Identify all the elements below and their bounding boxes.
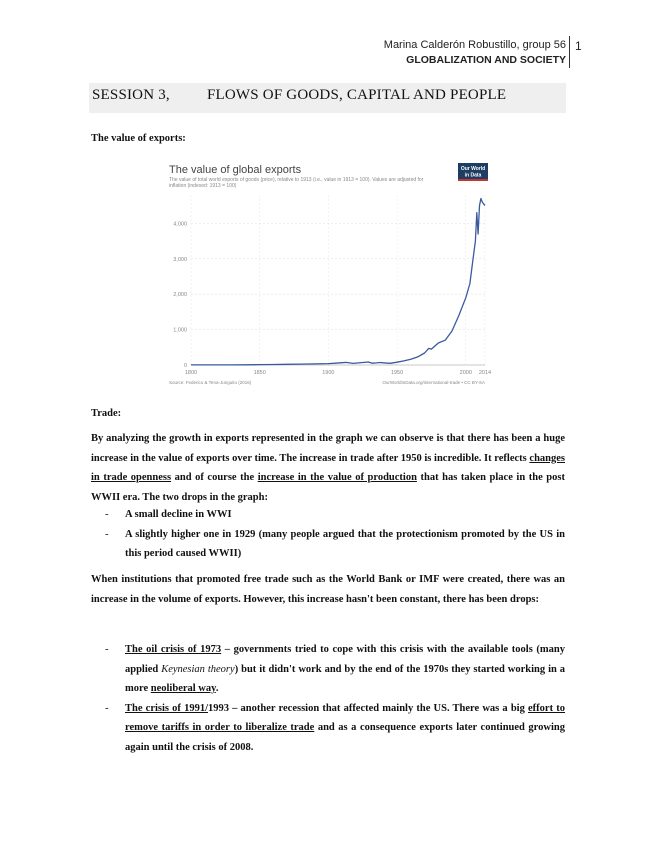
p1-text-a: By analyzing the growth in exports represented in the graph we can observe is that there has been a huge increase in the value of exports over time. The increase in trade after 1950 is incredible. It reflects <box>91 433 565 464</box>
chart-source: Source: Federico & Tena-Junguito (2016) <box>169 380 252 385</box>
crisis-1-title: The oil crisis of 1973 <box>125 644 222 655</box>
session-title: FLOWS OF GOODS, CAPITAL AND PEOPLE <box>207 87 507 103</box>
session-number: SESSION 3, <box>92 87 170 103</box>
page-number: 1 <box>575 39 582 53</box>
x-tick-label: 1800 <box>184 370 198 376</box>
x-tick-label: 2014 <box>478 370 492 376</box>
y-tick-label: 3,000 <box>173 256 187 263</box>
crisis-2-text-b: and as a consequence exports later continued growing again until the crisis of 2008. <box>125 722 565 753</box>
drops-list <box>91 505 565 564</box>
y-tick-label: 1,000 <box>173 327 187 334</box>
list-item <box>91 640 565 699</box>
exports-heading: The value of exports: <box>91 133 186 144</box>
x-tick-label: 2000 <box>459 370 472 376</box>
x-tick-label: 1900 <box>322 370 335 376</box>
chart-axes <box>173 221 491 376</box>
session-title-band <box>89 83 566 113</box>
p1-text-b: and of course the <box>171 472 258 483</box>
trade-paragraph-2 <box>91 570 565 609</box>
x-tick-label: 1950 <box>390 370 404 376</box>
crisis-2-underline: effort to remove tariffs in order to liberalize trade <box>125 702 565 733</box>
list-item: - A small decline in WWI <box>91 505 565 525</box>
chart-title: The value of global exports <box>169 164 302 176</box>
y-tick-label: 0 <box>183 363 187 369</box>
exports-chart <box>163 157 496 389</box>
crisis-1-text-c: . <box>215 683 219 694</box>
owid-logo-text-1: Our World <box>460 166 486 172</box>
header-divider <box>569 36 570 68</box>
exports-chart-figure <box>163 157 496 389</box>
list-item: - A slightly higher one in 1929 (many people argued that the protectionism promoted by the US in this period caused WWII) <box>91 525 565 564</box>
crisis-1-text-b: ) but it didn't work and by the end of the 1970s they started working in a more <box>125 663 566 694</box>
p1-underline-openness: changes in trade openness <box>91 452 565 483</box>
owid-logo-text-2: in Data <box>464 172 482 179</box>
crisis-1-text-a: – governments tried to cope with this crisis with the available tools (many applied <box>125 644 565 675</box>
header-author: Marina Calderón Robustillo, group 56 <box>383 39 566 51</box>
owid-logo-stripe <box>458 179 488 181</box>
crisis-2-text-a: 1993 – another recession that affected mainly the US. There was a big <box>207 702 529 714</box>
crisis-2-title: The crisis of 1991/ <box>125 702 208 714</box>
x-tick-label: 1850 <box>253 370 266 376</box>
owid-logo <box>458 163 488 181</box>
crises-list <box>91 640 565 757</box>
chart-subtitle-1: The value of total world exports of goods (price), relative to 1913 (i.e., value in 1913 = 100). Values are adjusted for <box>169 177 424 183</box>
y-tick-label: 4,000 <box>173 221 187 228</box>
chart-grid <box>191 195 485 365</box>
chart-license: OurWorldInData.org/international-trade • CC BY-SA <box>382 380 485 385</box>
trade-paragraph-1 <box>91 429 565 507</box>
p2-text: When institutions that promoted free trade such as the World Bank or IMF were created, there was an increase in the volume of exports. However, this increase hasn't been constant, there has been drops: <box>91 574 565 605</box>
trade-heading: Trade: <box>91 408 122 419</box>
chart-subtitle-2: inflation (indexed: 1913 = 100) <box>169 183 237 189</box>
p1-text-c: that has taken place in the post WWII era. The two drops in the graph: <box>91 472 565 503</box>
list-item <box>91 699 565 758</box>
p1-underline-production: increase in the value of production <box>257 472 417 483</box>
page-header <box>384 38 566 68</box>
crisis-1-italic: Keynesian theory <box>161 663 235 675</box>
header-course: GLOBALIZATION AND SOCIETY <box>406 54 566 66</box>
crisis-1-underline: neoliberal way <box>150 683 216 694</box>
y-tick-label: 2,000 <box>173 292 187 299</box>
